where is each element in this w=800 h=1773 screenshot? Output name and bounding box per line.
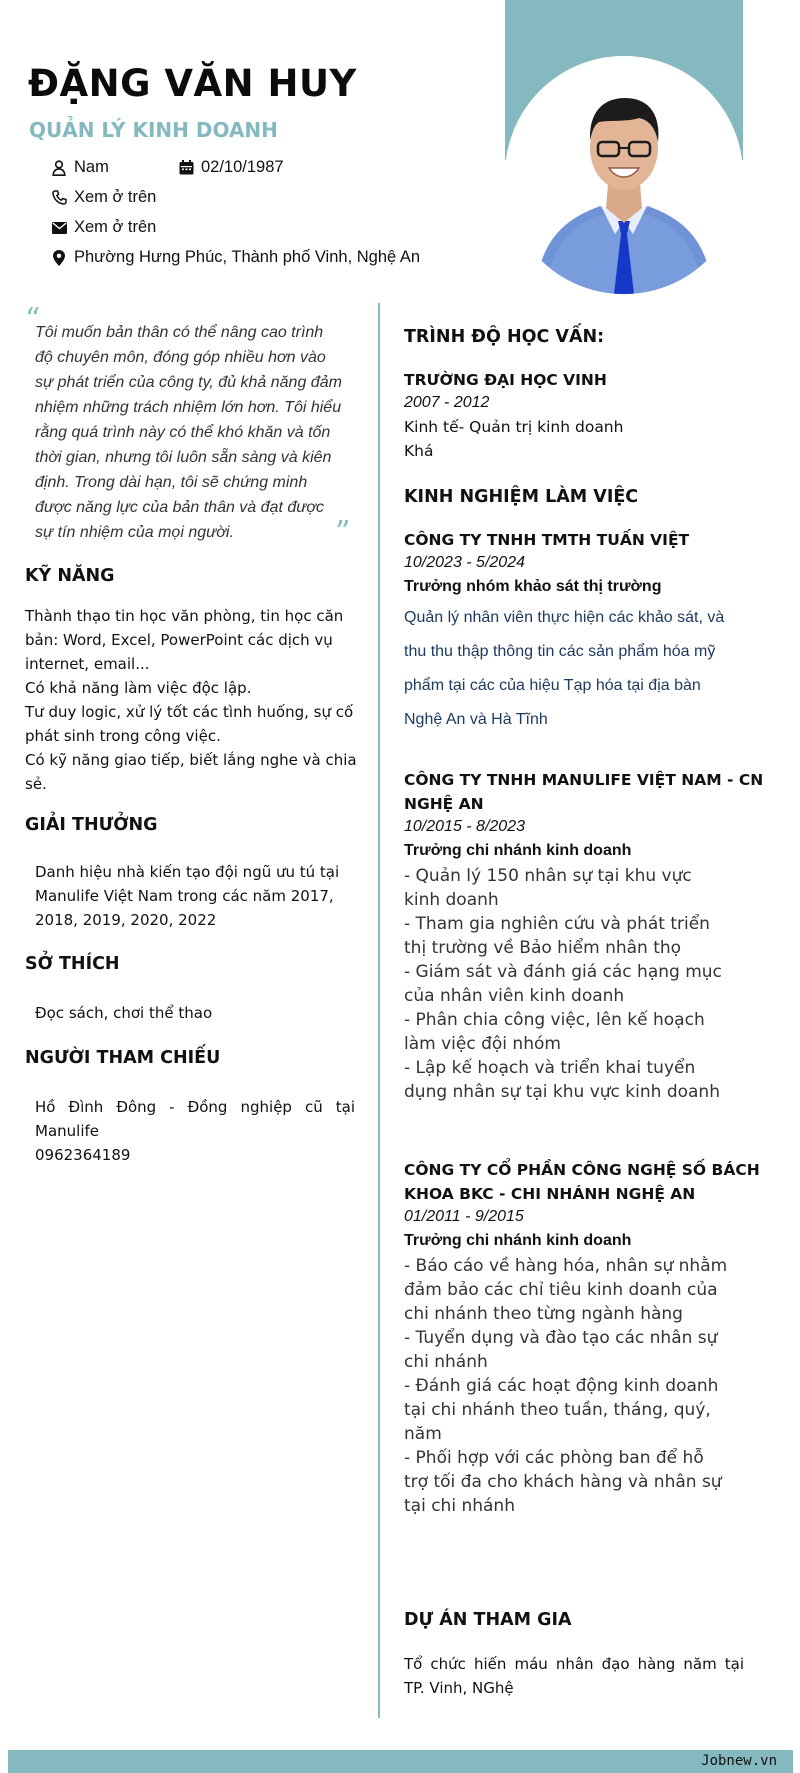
quote-open-icon: “ — [25, 302, 41, 337]
phone-text: Xem ở trên — [74, 188, 157, 206]
job-1-company: CÔNG TY TNHH TMTH TUẤN VIỆT — [404, 531, 690, 549]
footer-brand[interactable]: Jobnew.vn — [701, 1753, 777, 1769]
hobbies-text: Đọc sách, chơi thể thao — [35, 1004, 213, 1022]
education-school: TRƯỜNG ĐẠI HỌC VINH — [404, 371, 607, 389]
education-major: Kinh tế- Quản trị kinh doanh — [404, 418, 624, 436]
person-photo-illustration — [505, 56, 743, 294]
awards-text: Danh hiệu nhà kiến tạo đội ngũ ưu tú tại Manulife Việt Nam trong các năm 2017, 2018, 2019, 2020, 2022 — [35, 863, 340, 929]
phone-row — [50, 188, 156, 207]
quote-close-icon: ” — [335, 515, 351, 550]
awards-heading: GIẢI THƯỞNG — [25, 815, 158, 835]
hobbies-heading: SỞ THÍCH — [25, 954, 120, 974]
job-2-role: Trưởng chi nhánh kinh doanh — [404, 842, 632, 859]
projects-heading: DỰ ÁN THAM GIA — [404, 1610, 572, 1630]
job-1-description: Quản lý nhân viên thực hiện các khảo sát, và thu thu thập thông tin các sản phẩm hóa mỹ phẩm tại các của hiệu Tạp hóa tại địa bàn Nghệ An và Hà Tĩnh — [404, 609, 725, 728]
address-row — [50, 248, 420, 267]
gender-row — [50, 158, 109, 177]
calendar-icon — [177, 159, 195, 177]
job-3-role: Trưởng chi nhánh kinh doanh — [404, 1232, 632, 1249]
skills-text: Thành thạo tin học văn phòng, tin học căn bản: Word, Excel, PowerPoint các dịch vụ internet, email... Có khả năng làm việc độc lập. Tư duy logic, xử lý tốt các tình huống, sự cố phát sinh trong công việc. Có kỹ năng giao tiếp, biết lắng nghe và chia sẻ. — [25, 607, 357, 793]
references-text: Hồ Đình Đông - Đồng nghiệp cũ tại Manulife 0962364189 — [35, 1098, 355, 1164]
projects-text: Tổ chức hiến máu nhân đạo hàng năm tại TP. Vinh, NGhệ — [404, 1655, 744, 1697]
job-2-company: CÔNG TY TNHH MANULIFE VIỆT NAM - CN NGHỆ AN — [404, 771, 764, 813]
job-1-period: 10/2023 - 5/2024 — [404, 554, 525, 571]
footer-bar — [8, 1750, 793, 1773]
column-divider — [378, 303, 380, 1718]
phone-icon — [50, 189, 68, 207]
job-title: QUẢN LÝ KINH DOANH — [29, 118, 278, 142]
birthday-row — [177, 158, 284, 177]
education-heading: TRÌNH ĐỘ HỌC VẤN: — [404, 327, 605, 347]
birthday-text: 02/10/1987 — [201, 158, 284, 176]
job-3-description: - Báo cáo về hàng hóa, nhân sự nhằm đảm bảo các chỉ tiêu kinh doanh của chi nhánh theo từng ngành hàng - Tuyển dụng và đào tạo các nhân sự chi nhánh - Đánh giá các hoạt động kinh doanh tại chi nhánh theo tuần, tháng, quý, năm - Phối hợp với các phòng ban để hỗ trợ tối đa cho khách hàng và nhân sự tại chi nhánh — [404, 1256, 728, 1516]
envelope-icon — [50, 219, 68, 237]
profile-photo — [505, 56, 743, 294]
person-icon — [50, 159, 68, 177]
job-1-role: Trưởng nhóm khảo sát thị trường — [404, 578, 662, 595]
job-3-company: CÔNG TY CỔ PHẦN CÔNG NGHỆ SỐ BÁCH KHOA BKC - CHI NHÁNH NGHỆ AN — [404, 1161, 760, 1203]
education-grade: Khá — [404, 442, 434, 460]
location-pin-icon — [50, 249, 68, 267]
job-3-period: 01/2011 - 9/2015 — [404, 1208, 524, 1225]
email-row — [50, 218, 156, 237]
skills-heading: KỸ NĂNG — [25, 566, 115, 586]
job-2-period: 10/2015 - 8/2023 — [404, 818, 525, 835]
candidate-name: ĐẶNG VĂN HUY — [28, 62, 357, 105]
career-objective: Tôi muốn bản thân có thể nâng cao trình độ chuyên môn, đóng góp nhiều hơn vào sự phát triển của công ty, đủ khả năng đảm nhiệm những trách nhiệm lớn hơn. Tôi hiểu rằng quá trình này có thể khó khăn và tốn thời gian, nhưng tôi luôn sẵn sàng và kiên định. Trong dài hạn, tôi sẽ chứng minh được năng lực của bản thân và đạt được sự tín nhiệm của mọi người. — [35, 324, 342, 541]
education-period: 2007 - 2012 — [404, 394, 490, 411]
references-heading: NGƯỜI THAM CHIẾU — [25, 1048, 221, 1068]
experience-heading: KINH NGHIỆM LÀM VIỆC — [404, 487, 639, 507]
job-2-description: - Quản lý 150 nhân sự tại khu vực kinh doanh - Tham gia nghiên cứu và phát triển thị trường về Bảo hiểm nhân thọ - Giám sát và đánh giá các hạng mục của nhân viên kinh doanh - Phân chia công việc, lên kế hoạch làm việc đội nhóm - Lập kế hoạch và triển khai tuyển dụng nhân sự tại khu vực kinh doanh — [404, 866, 722, 1102]
gender-text: Nam — [74, 158, 109, 176]
email-text: Xem ở trên — [74, 218, 157, 236]
address-text: Phường Hưng Phúc, Thành phố Vinh, Nghệ An — [74, 248, 421, 266]
